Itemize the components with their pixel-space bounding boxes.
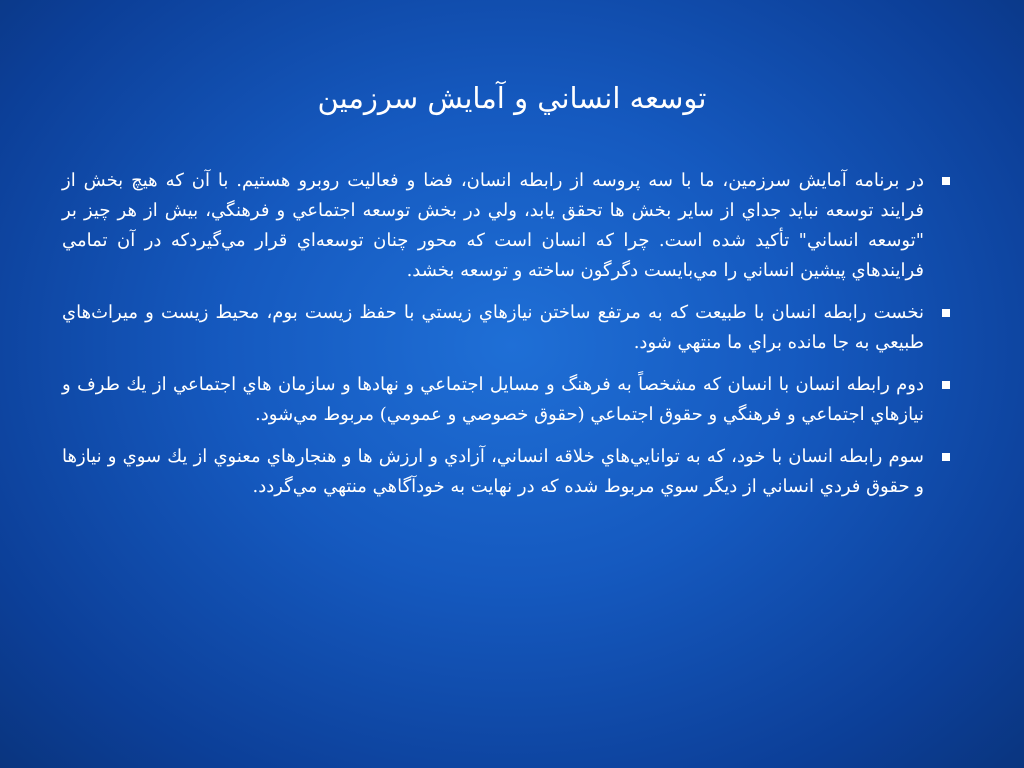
bullet-text: نخست رابطه انسان با طبيعت كه به مرتفع ساختن نيازهاي زيستي با حفظ زيست بوم، محيط زيست و ميراث‌هاي طبيعي به جا مانده براي ما منتهي شود. (62, 302, 924, 353)
square-bullet-icon (942, 453, 950, 461)
bullet-list (62, 166, 950, 514)
bullet-item (62, 442, 950, 502)
bullet-item (62, 166, 950, 286)
square-bullet-icon (942, 309, 950, 317)
bullet-item (62, 298, 950, 358)
bullet-item (62, 370, 950, 430)
bullet-text: در برنامه آمايش سرزمين، ما با سه پروسه از رابطه انسان، فضا و فعاليت روبرو هستيم. با آن كه هيچ بخش از فرايند توسعه نبايد جداي از ساير بخش ها تحقق يابد، ولي در بخش توسعه اجتماعي و فرهنگي، بيش از هر چيز بر "توسعه انساني" تأكيد شده است. چرا كه انسان است كه محور چنان توسعه‌اي قرار مي‌گيردكه در آن تمامي فرايندهاي پيشين انساني را مي‌بايست دگرگون ساخته و توسعه بخشد. (62, 170, 924, 281)
square-bullet-icon (942, 381, 950, 389)
slide-title: توسعه انساني و آمايش سرزمين (317, 81, 707, 115)
bullet-text: دوم رابطه انسان با انسان كه مشخصاً به فرهنگ و مسايل اجتماعي و نهادها و سازمان هاي اجتماعي از يك طرف و نيازهاي اجتماعي و فرهنگي و حقوق اجتماعي (حقوق خصوصي و عمومي) مربوط مي‌شود. (62, 374, 925, 425)
square-bullet-icon (942, 177, 950, 185)
bullet-text: سوم رابطه انسان با خود، كه به توانايي‌هاي خلاقه انساني، آزادي و ارزش ها و هنجارهاي معنوي از يك سوي و نيازها و حقوق فردي انساني از ديگر سوي مربوط شده كه در نهايت به خودآگاهي منتهي مي‌گردد. (62, 446, 924, 497)
